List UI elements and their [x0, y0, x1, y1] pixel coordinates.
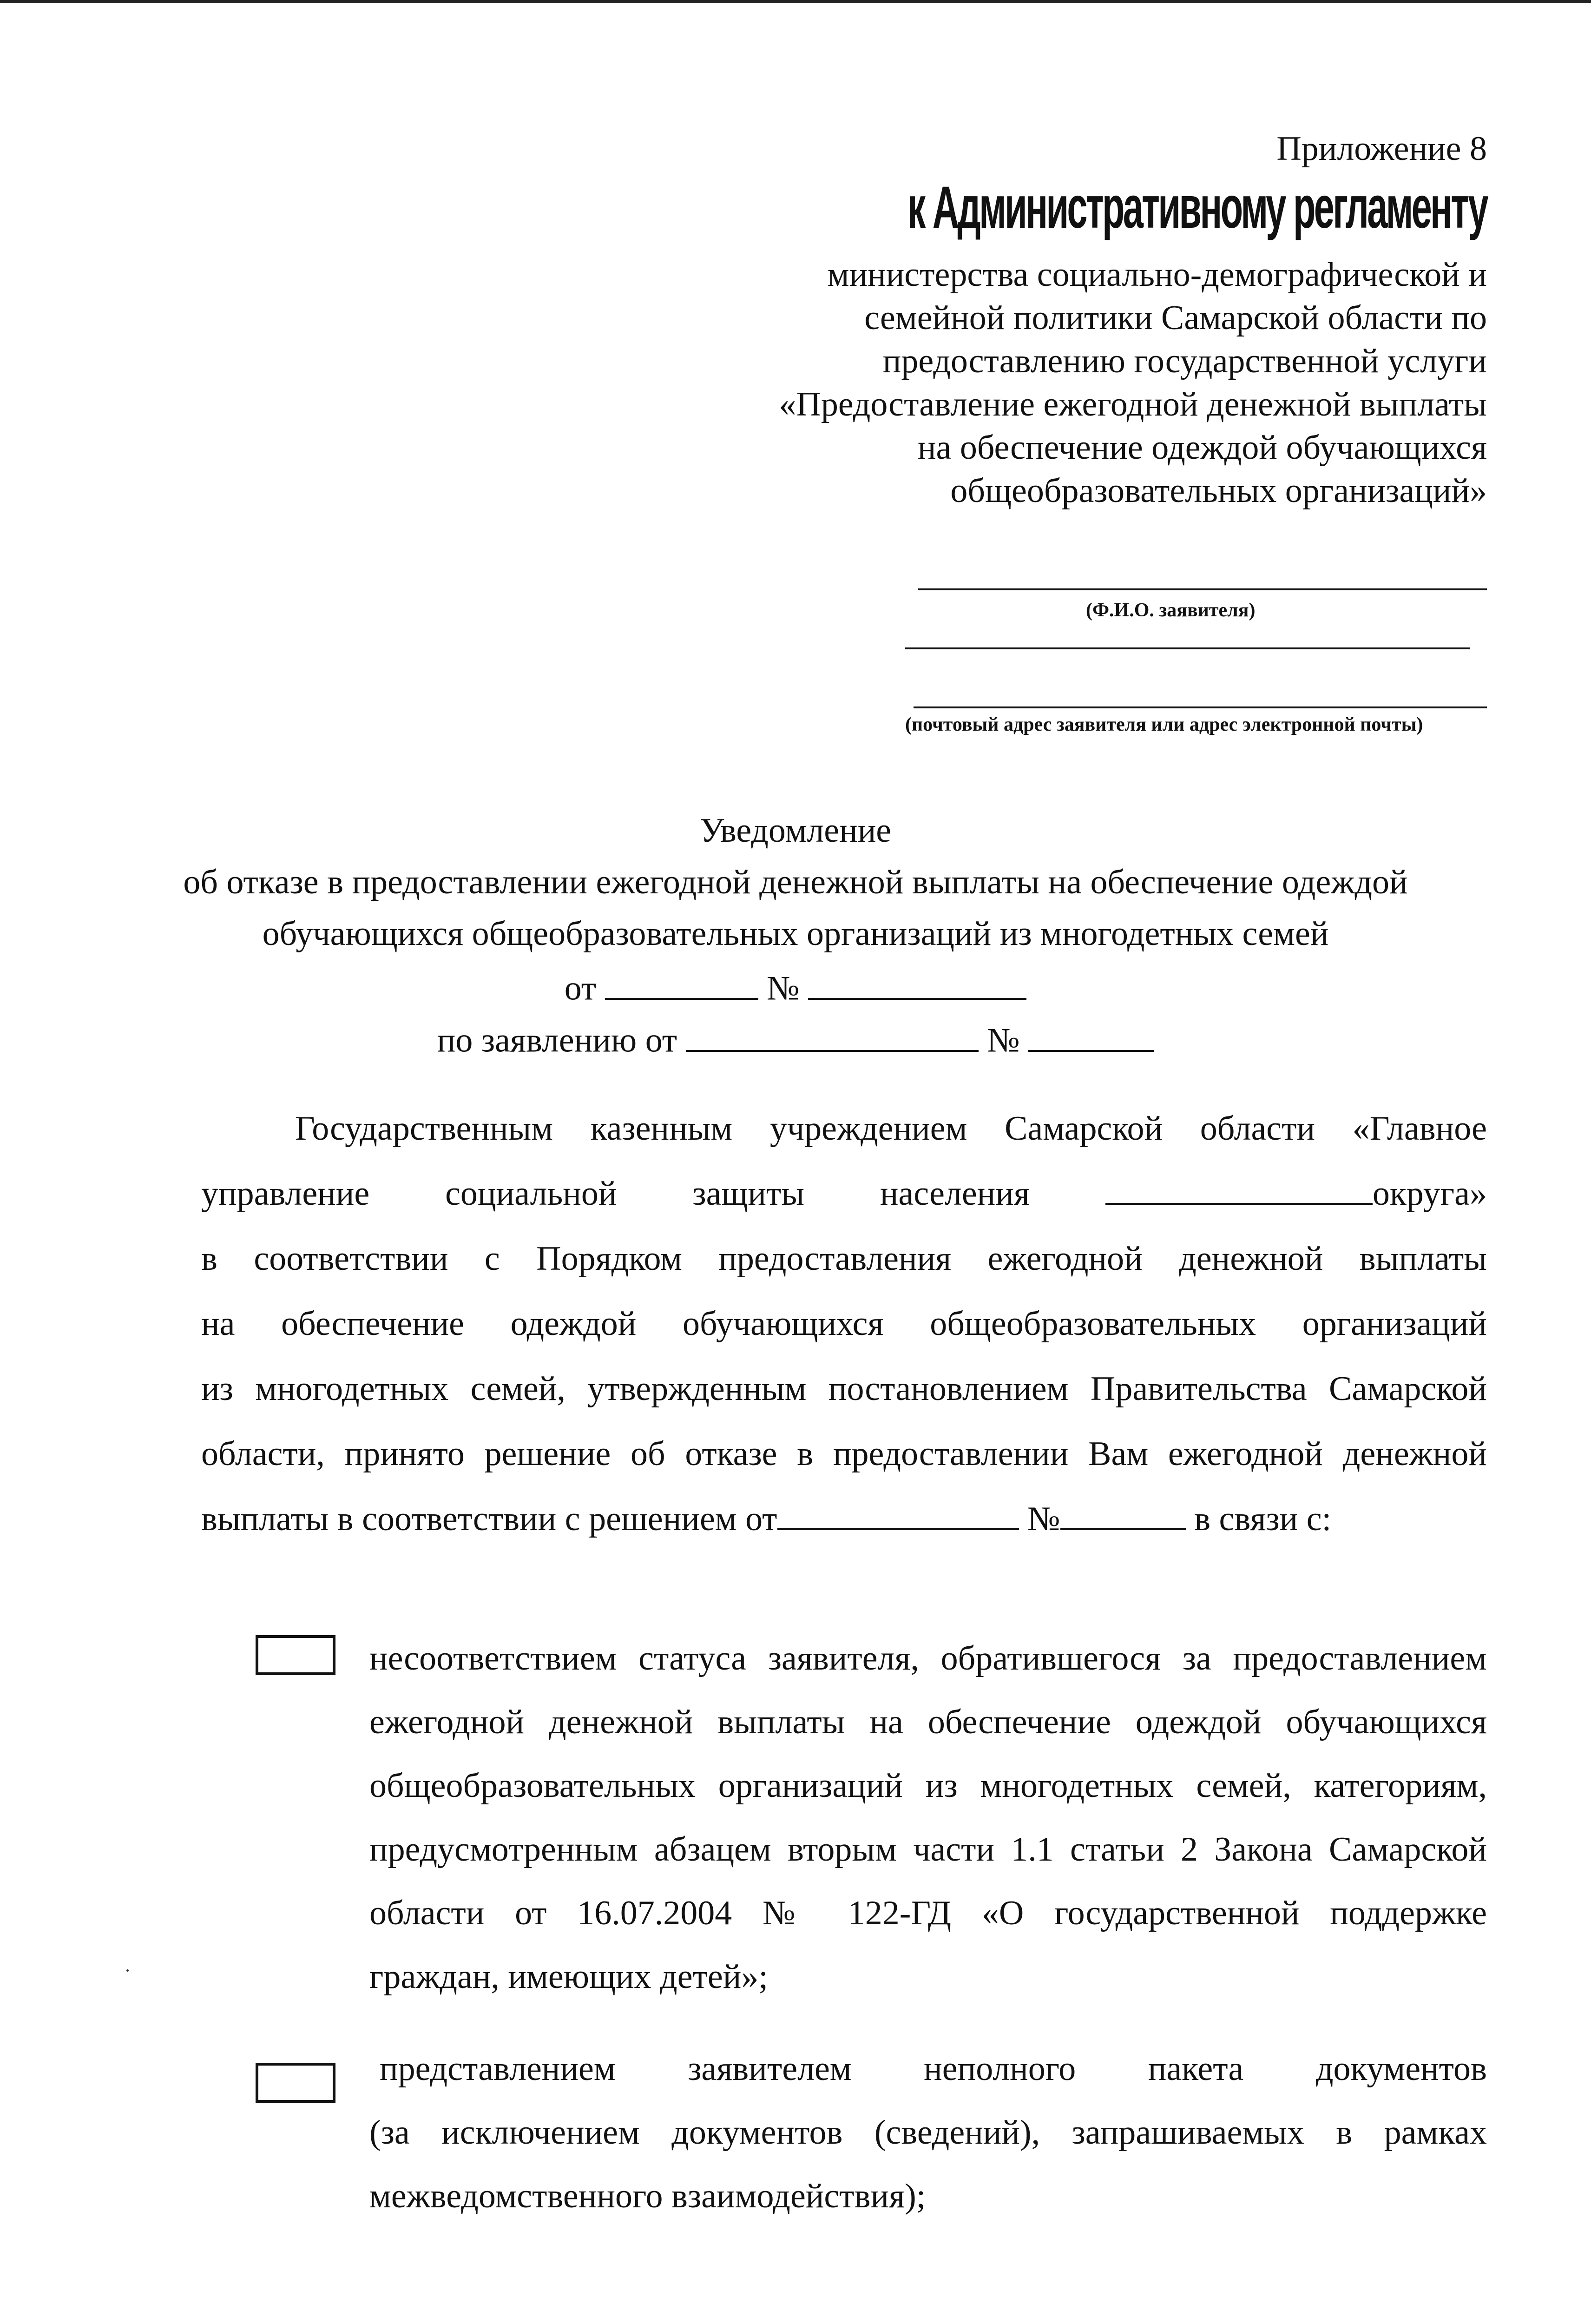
annex-line: общеобразовательных организаций» — [950, 472, 1487, 510]
body-line-text: выплаты в соответствии с решением от — [201, 1500, 777, 1538]
reason-line: ежегодной денежной выплаты на обеспечение одеждой обучающихся — [369, 1703, 1487, 1741]
reason-checkbox-documents[interactable] — [256, 2063, 335, 2103]
number-label: № — [767, 969, 800, 1008]
district-blank — [1105, 1172, 1373, 1205]
body-line-text: № — [1027, 1500, 1060, 1538]
body-line-text: в связи с: — [1194, 1500, 1332, 1538]
body-line: на обеспечение одеждой обучающихся общеобразовательных организаций — [201, 1305, 1487, 1343]
reason-line: несоответствием статуса заявителя, обратившегося за предоставлением — [369, 1639, 1487, 1677]
body-line: в соответствии с Порядком предоставления ежегодной денежной выплаты — [201, 1240, 1487, 1278]
body-line-with-blank — [201, 1161, 1487, 1226]
decision-date-blank — [777, 1497, 1019, 1530]
reason-line: (за исключением документов (сведений), запрашиваемых в рамках — [369, 2113, 1487, 2152]
notice-date-row — [0, 967, 1591, 1010]
body-line-with-blanks — [201, 1486, 1487, 1552]
notice-heading: Уведомление — [699, 812, 892, 850]
reason-line: предусмотренным абзацем вторым части 1.1 статьи 2 Закона Самарской — [369, 1830, 1487, 1868]
annex-line: «Предоставление ежегодной денежной выплаты — [779, 385, 1487, 423]
reason-checkbox-status[interactable] — [256, 1635, 335, 1675]
reason-status — [369, 1627, 1487, 2009]
application-date-blank — [686, 1019, 979, 1052]
application-row — [0, 1019, 1591, 1062]
annex-stamp: к Административному регламенту — [907, 174, 1487, 241]
application-label: по заявлению от — [437, 1021, 677, 1060]
annex-line: предоставлению государственной услуги — [882, 342, 1487, 380]
notice-subtitle-line: обучающихся общеобразовательных организаций из многодетных семей — [262, 915, 1329, 953]
body-line-text: округа» — [1372, 1175, 1487, 1213]
notice-subtitle-line: об отказе в предоставлении ежегодной денежной выплаты на обеспечение одеждой — [183, 863, 1408, 901]
annex-line: министерства социально-демографической и — [827, 256, 1487, 294]
reason-line: представлением заявителем неполного пакета документов — [380, 2050, 1487, 2088]
application-number-blank — [1028, 1019, 1154, 1052]
reason-line: общеобразовательных организаций из многодетных семей, категориям, — [369, 1767, 1487, 1805]
body-line-text: управление социальной защиты населения — [201, 1175, 1030, 1213]
reason-documents — [369, 2037, 1487, 2228]
annex-line: семейной политики Самарской области по — [864, 299, 1487, 337]
reason-line: области от 16.07.2004 № 122-ГД «О государственной поддержке — [369, 1894, 1487, 1932]
address-line-1 — [905, 647, 1470, 649]
annex-title: Приложение 8 — [1276, 130, 1487, 168]
body-line: Государственным казенным учреждением Самарской области «Главное — [295, 1109, 1487, 1148]
decision-number-blank — [1060, 1497, 1186, 1530]
annex-line: на обеспечение одеждой обучающихся — [917, 429, 1487, 467]
scan-speck — [126, 1969, 129, 1972]
application-number-label: № — [987, 1021, 1020, 1060]
from-label: от — [564, 969, 597, 1008]
body-line: из многодетных семей, утвержденным постановлением Правительства Самарской — [201, 1370, 1487, 1408]
scan-top-border — [0, 0, 1591, 3]
address-line-2 — [914, 706, 1487, 708]
date-blank — [605, 967, 758, 1000]
address-caption: (почтовый адрес заявителя или адрес электронной почты) — [905, 714, 1423, 735]
number-blank — [808, 967, 1026, 1000]
notice-body — [201, 1096, 1487, 1552]
reason-line: межведомственного взаимодействия); — [369, 2177, 926, 2215]
fio-caption: (Ф.И.О. заявителя) — [1086, 600, 1256, 621]
annex-description — [779, 253, 1487, 513]
fio-line — [918, 588, 1487, 590]
body-line: области, принято решение об отказе в предоставлении Вам ежегодной денежной — [201, 1435, 1487, 1473]
reason-line: граждан, имеющих детей»; — [369, 1958, 768, 1996]
